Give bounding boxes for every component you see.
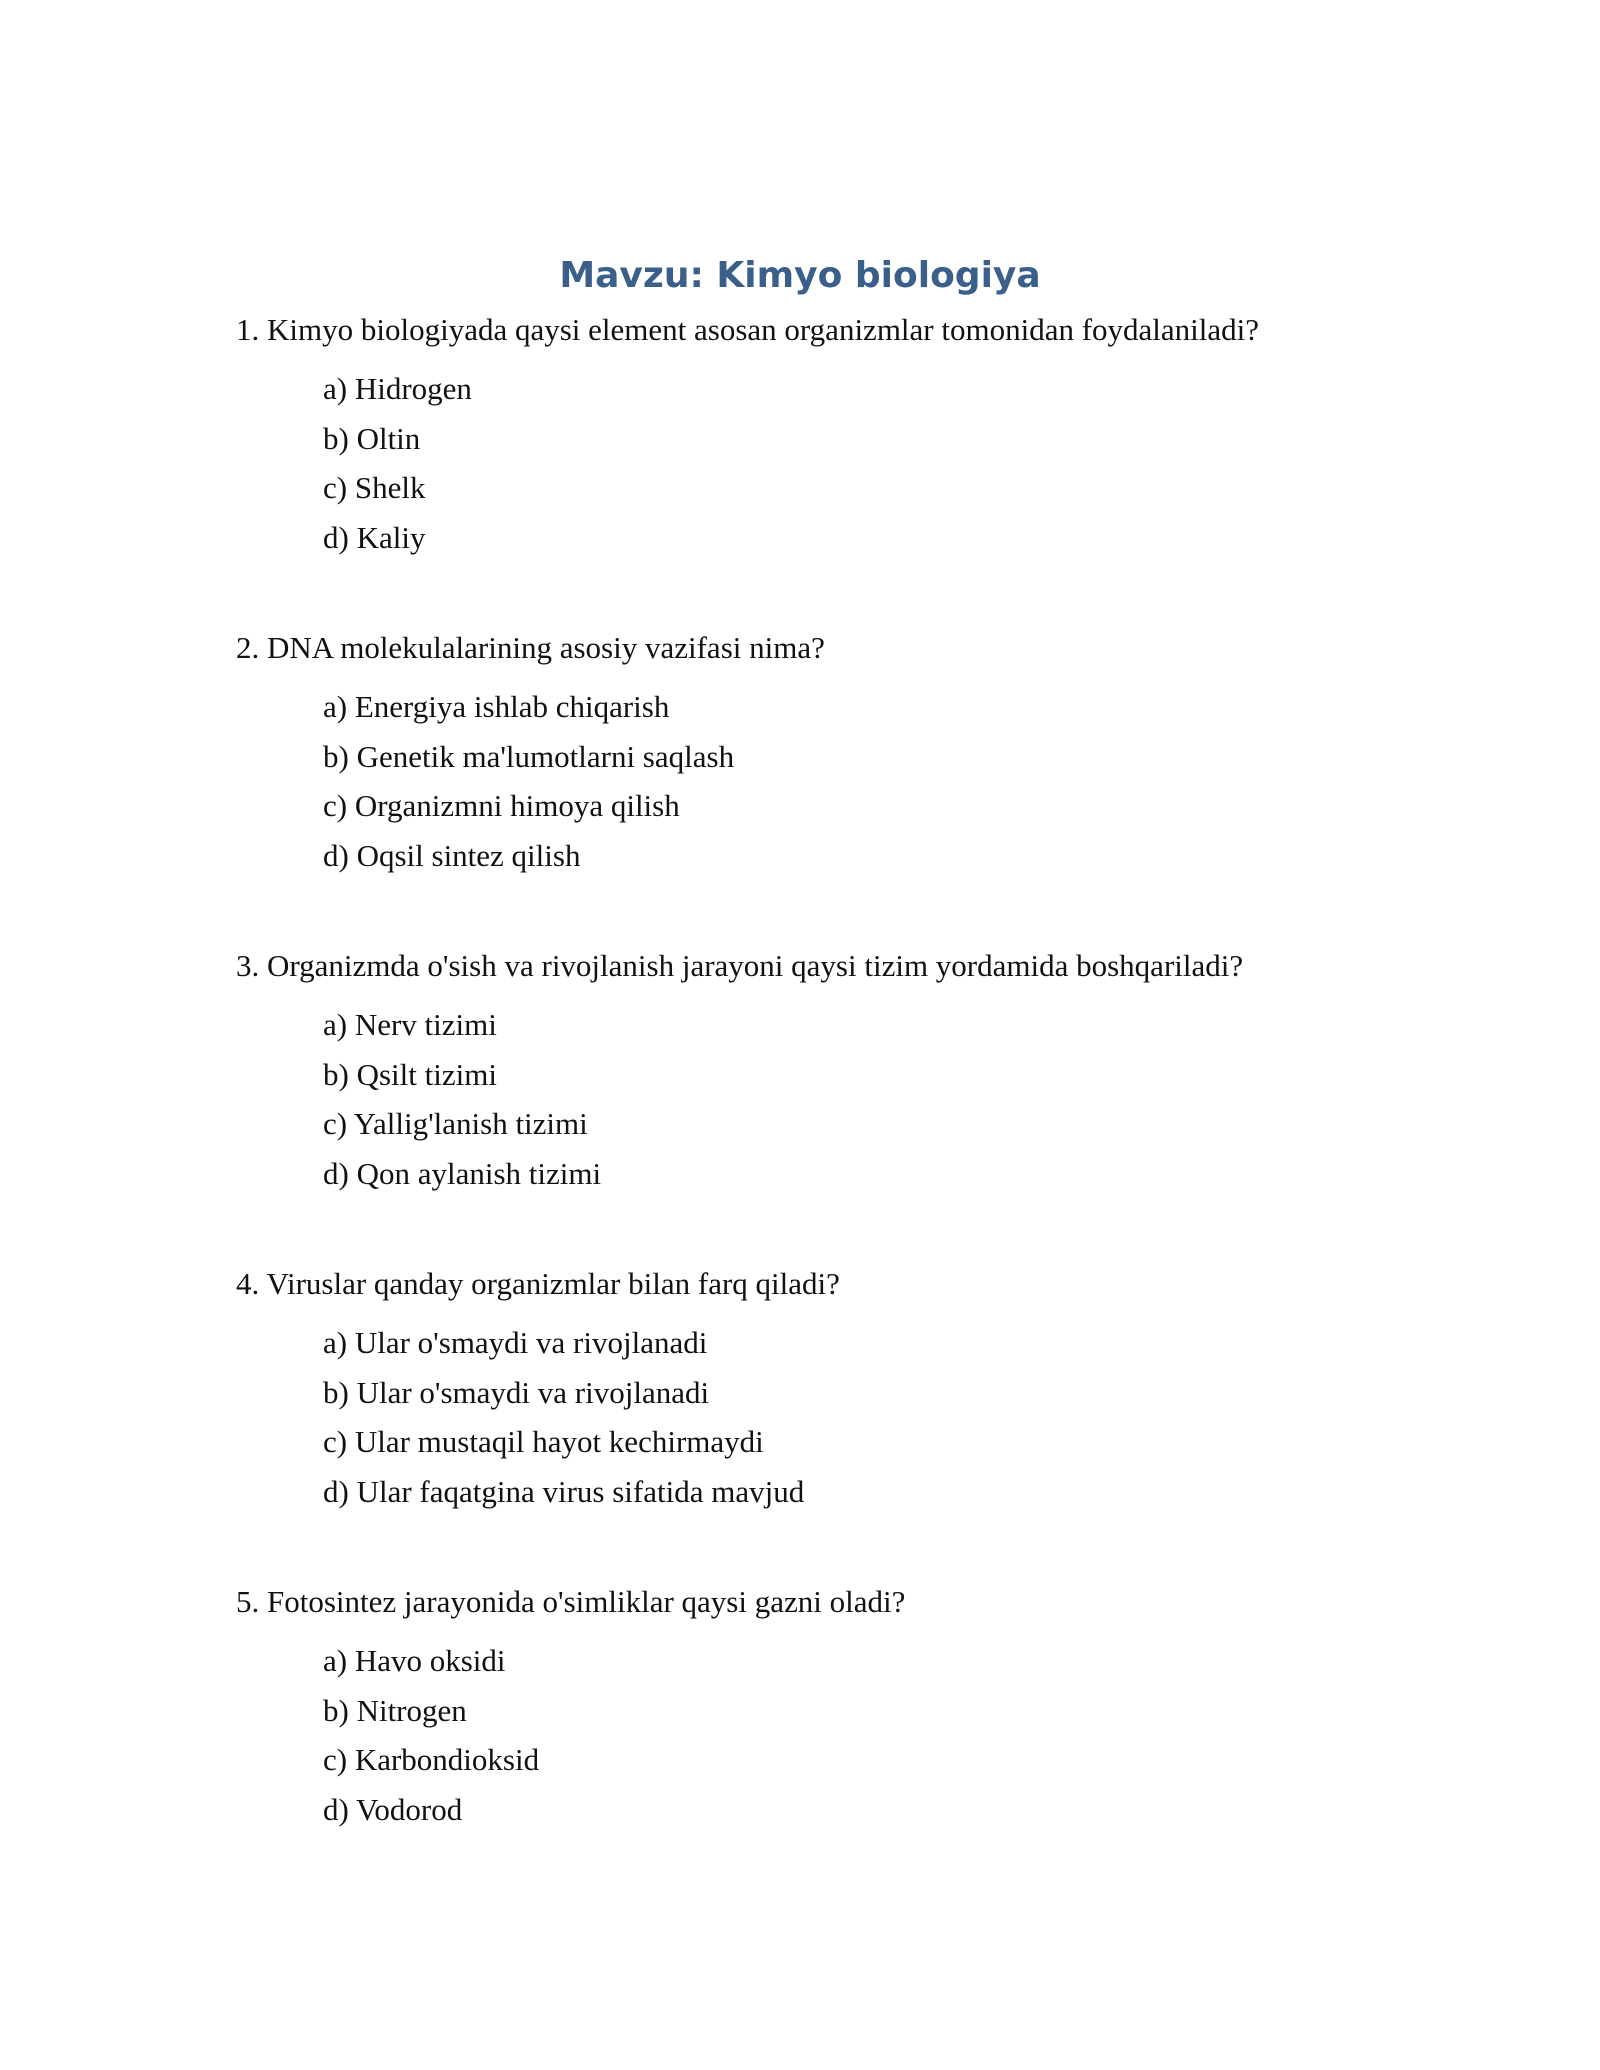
question-5 <box>236 1580 1436 1834</box>
question-text: 2. DNA molekulalarining asosiy vazifasi nima? <box>236 630 825 665</box>
question-text: 1. Kimyo biologiyada qaysi element asosan organizmlar tomonidan foydalaniladi? <box>236 312 1260 347</box>
option-a: a) Nerv tizimi <box>323 1007 497 1042</box>
option-c: c) Shelk <box>323 470 426 505</box>
option-d: d) Ular faqatgina virus sifatida mavjud <box>323 1473 805 1509</box>
question-4 <box>236 1262 1436 1516</box>
option-b: b) Nitrogen <box>323 1692 467 1728</box>
option-d: d) Kaliy <box>323 519 426 555</box>
option-list <box>236 1318 1436 1516</box>
option-a: a) Hidrogen <box>323 371 472 406</box>
option-c: c) Yallig'lanish tizimi <box>323 1106 588 1141</box>
page-title: Mavzu: Kimyo biologiya <box>559 255 1041 296</box>
option-c: c) Karbondioksid <box>323 1742 540 1777</box>
option-c: c) Ular mustaqil hayot kechirmaydi <box>323 1424 764 1459</box>
question-3 <box>236 944 1436 1198</box>
option-d: d) Vodorod <box>323 1791 463 1827</box>
question-text: 4. Viruslar qanday organizmlar bilan farq qiladi? <box>236 1266 840 1301</box>
option-list <box>236 682 1436 880</box>
question-2 <box>236 626 1436 880</box>
option-list <box>236 364 1436 562</box>
option-a: a) Ular o'smaydi va rivojlanadi <box>323 1325 708 1360</box>
question-text: 5. Fotosintez jarayonida o'simliklar qaysi gazni oladi? <box>236 1584 906 1619</box>
question-list <box>236 308 1436 1898</box>
option-d: d) Oqsil sintez qilish <box>323 837 581 873</box>
option-list <box>236 1636 1436 1834</box>
option-a: a) Havo oksidi <box>323 1643 506 1678</box>
option-b: b) Oltin <box>323 420 421 456</box>
option-b: b) Ular o'smaydi va rivojlanadi <box>323 1374 710 1410</box>
option-c: c) Organizmni himoya qilish <box>323 788 680 823</box>
option-a: a) Energiya ishlab chiqarish <box>323 689 670 724</box>
question-text: 3. Organizmda o'sish va rivojlanish jarayoni qaysi tizim yordamida boshqariladi? <box>236 948 1244 983</box>
option-d: d) Qon aylanish tizimi <box>323 1155 602 1191</box>
option-list <box>236 1000 1436 1198</box>
question-1 <box>236 308 1436 562</box>
option-b: b) Genetik ma'lumotlarni saqlash <box>323 738 735 774</box>
option-b: b) Qsilt tizimi <box>323 1056 497 1092</box>
